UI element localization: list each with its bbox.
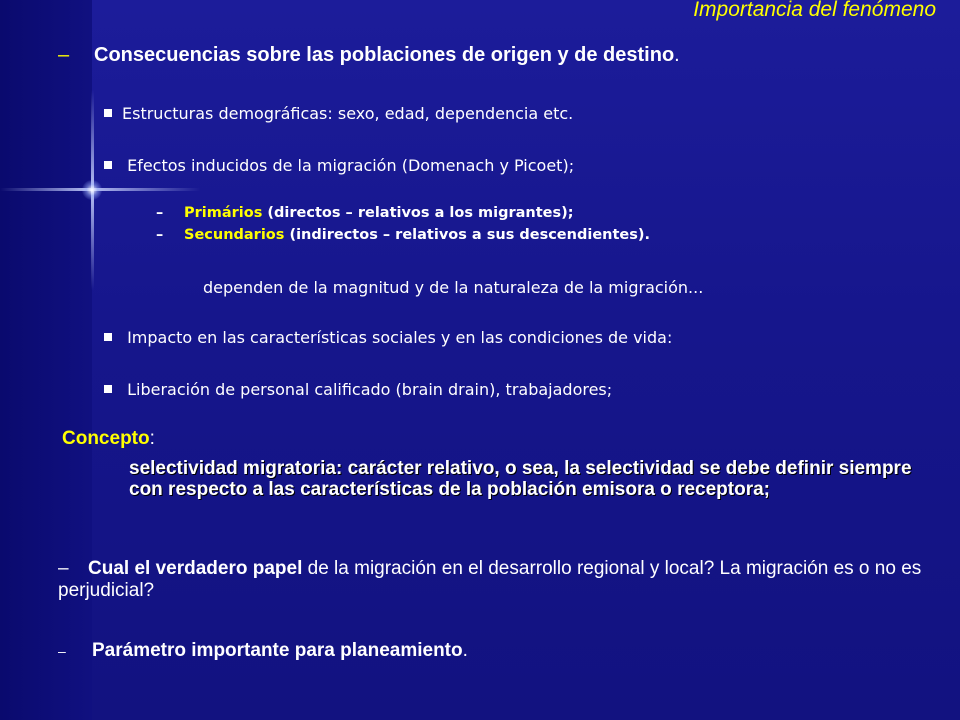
square-bullet-icon — [104, 385, 112, 393]
square-bullet-icon — [104, 109, 112, 117]
bullet-brain-drain — [104, 380, 612, 399]
heading-text: Consecuencias sobre las poblaciones de origen y de destino — [94, 44, 675, 66]
concept-label-text: Concepto — [62, 428, 150, 449]
heading-suffix: . — [674, 44, 680, 66]
question-text: de la migración en el desarrollo regional y local? La migración es o no es perjudicial? — [58, 558, 922, 601]
heading-dash: – — [58, 44, 70, 66]
concept-definition-text: : carácter relativo, o sea, la selectividad se debe definir siempre con respecto a las características de la población emisora o receptora; — [129, 458, 912, 500]
subitem-text: (directos – relativos a los migrantes); — [262, 205, 574, 221]
concept-label — [62, 428, 155, 450]
concept-term: selectividad migratoria — [129, 458, 336, 479]
subitem-dash: – — [156, 227, 164, 243]
closing-suffix: . — [462, 640, 468, 661]
magnitude-note: dependen de la magnitud y de la naturaleza de la migración... — [203, 278, 704, 297]
bullet-text: Estructuras demográficas: sexo, edad, dependencia etc. — [122, 104, 574, 123]
bullet-social-impact — [104, 328, 672, 347]
subitem-secondary — [156, 227, 650, 243]
concept-colon: : — [149, 428, 155, 449]
square-bullet-icon — [104, 333, 112, 341]
sparkle-star-icon — [82, 180, 102, 200]
subitem-text: (indirectos – relativos a sus descendientes). — [284, 227, 651, 243]
closing-bold: Parámetro importante para planeamiento — [92, 640, 463, 661]
bullet-text: Impacto en las características sociales y en las condiciones de vida: — [122, 328, 673, 347]
left-background-band — [0, 0, 92, 720]
subitem-dash: – — [156, 205, 164, 221]
section-heading — [58, 44, 680, 67]
closing-line — [58, 640, 468, 662]
bullet-induced-effects — [104, 156, 574, 175]
subitem-term: Primários — [184, 205, 263, 221]
subitem-primary — [156, 205, 574, 221]
question-bold: Cual el verdadero papel — [88, 558, 303, 579]
square-bullet-icon — [104, 161, 112, 169]
bullet-text: Liberación de personal calificado (brain drain), trabajadores; — [122, 380, 613, 399]
closing-dash: – — [58, 643, 66, 659]
subitem-term: Secundarios — [184, 227, 285, 243]
slide-title: Importancia del fenómeno — [693, 0, 936, 21]
question-paragraph — [58, 558, 938, 602]
question-dash: – — [58, 558, 69, 579]
concept-definition — [129, 458, 919, 500]
bullet-text: Efectos inducidos de la migración (Domenach y Picoet); — [122, 156, 575, 175]
bullet-demographic-structures — [104, 104, 573, 123]
